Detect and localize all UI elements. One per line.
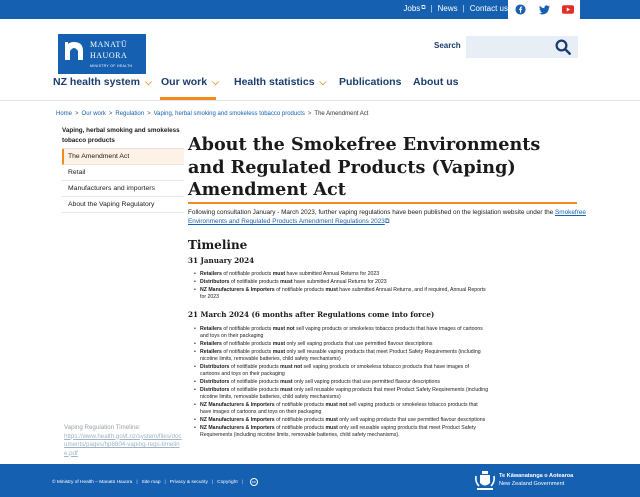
footer-copyright-link[interactable]: Copyright (217, 479, 238, 485)
list-item: • NZ Manufacturers & Importers of notifiable products must only sell reusable vaping products that meet Product Safety Requirements (including nicotine limits, removable batteries, child safety mechanisms). (200, 425, 490, 440)
breadcrumb-home[interactable]: Home (56, 111, 73, 117)
list-item: • Retailers of notifiable products must only sell vaping products that use permitted flavour descriptions (200, 341, 490, 348)
section-sidebar (62, 124, 184, 213)
logo-line1: MANATŪ (90, 40, 128, 49)
breadcrumb-vaping[interactable]: Vaping, herbal smoking and smokeless tobacco products (153, 111, 305, 117)
breadcrumb-separator: > (147, 111, 151, 117)
external-link-icon: ⧉ (421, 5, 426, 11)
youtube-link[interactable] (556, 0, 580, 19)
main-nav (0, 71, 640, 101)
footer-links (52, 478, 258, 486)
breadcrumb-regulation[interactable]: Regulation (115, 111, 145, 117)
active-nav-indicator (160, 97, 216, 100)
separator: | (211, 479, 214, 485)
ministry-logo[interactable] (58, 34, 146, 74)
chevron-down-icon: ⌵ (144, 76, 152, 87)
sidebar-heading[interactable]: Vaping, herbal smoking and smokeless tobacco products (62, 124, 184, 149)
logo-line3: MINISTRY OF HEALTH (90, 64, 133, 68)
nz-government-crest-icon (474, 468, 496, 493)
timeline-list-1 (200, 271, 490, 302)
utility-links (403, 4, 508, 13)
chevron-down-icon: ⌵ (212, 76, 219, 87)
breadcrumb-separator: > (108, 111, 113, 117)
govt-line-english: New Zealand Government (499, 481, 565, 487)
separator: | (136, 479, 138, 485)
breadcrumb-our-work[interactable]: Our work (81, 111, 106, 117)
separator: | (241, 479, 243, 485)
timeline-list-2 (200, 326, 490, 440)
main-content (188, 134, 580, 202)
timeline-note-title: Vaping Regulation Timeline: (64, 424, 141, 431)
news-link[interactable]: News (437, 4, 458, 13)
intro-paragraph (188, 208, 588, 226)
title-divider (188, 202, 577, 204)
nav-label: About us (413, 76, 459, 88)
list-item: • Retailers of notifiable products must have submitted Annual Returns for 2023 (200, 271, 490, 278)
regulations-link[interactable]: Smokefree Environments and Regulated Products Amendment Regulations 2023 (188, 209, 586, 225)
list-item: • NZ Manufacturers & Importers of notifiable products must not sell vaping products or smokeless tobacco products that have images of cartoons and toys on their packaging (200, 402, 490, 417)
timeline-heading: Timeline (188, 238, 248, 252)
sidebar-item-manufacturers[interactable]: Manufacturers and importers (62, 181, 184, 197)
twitter-icon (539, 5, 550, 15)
list-item: • NZ Manufacturers & Importers of notifiable products must have submitted Annual Returns, and if required, Annual Reports for 2023 (200, 287, 490, 302)
external-link-icon: ⧉ (384, 218, 390, 225)
nav-label: Publications (339, 76, 402, 88)
breadcrumb-separator: > (75, 111, 79, 117)
list-item: • Retailers of notifiable products must not sell vaping products or smokeless tobacco products that have images of cartoons and toys on their packaging (200, 326, 490, 341)
breadcrumb-separator: > (307, 111, 312, 117)
contact-link[interactable]: Contact us (469, 4, 508, 13)
nav-our-work[interactable] (161, 76, 219, 88)
sidebar-item-amendment-act[interactable]: The Amendment Act (62, 149, 184, 165)
list-item: • Retailers of notifiable products must only sell reusable vaping products that meet Product Safety Requirements (including nicotine limits, removable batteries, child safety mechanisms) (200, 349, 490, 364)
utility-bar (0, 0, 640, 19)
youtube-icon (562, 5, 574, 14)
nav-health-statistics[interactable] (234, 76, 326, 88)
chevron-down-icon: ⌵ (319, 76, 327, 87)
breadcrumb (56, 111, 368, 117)
nav-label: Health statistics (234, 76, 315, 88)
footer-site-map-link[interactable]: Site map (141, 479, 161, 485)
list-item: • Distributors of notifiable products must only sell vaping products that use permitted flavour descriptions (200, 379, 490, 386)
sidebar-item-about-regulatory[interactable]: About the Vaping Regulatory (62, 197, 184, 213)
timeline-pdf-link[interactable]: https://www.health.govt.nz/system/files/documents/pages/hp8804-vaping-regs-timeline.pdf (64, 432, 182, 457)
logo-line2: HAUORA (90, 51, 128, 60)
site-header (0, 19, 640, 71)
sidebar-item-retail[interactable]: Retail (62, 165, 184, 181)
nav-about-us[interactable] (413, 76, 459, 88)
breadcrumb-current: The Amendment Act (314, 111, 369, 117)
list-item: • Distributors of notifiable products must only sell reusable vaping products that meet Product Safety Requirements (including nicotine limits, removable batteries, child safety mechanisms) (200, 387, 490, 402)
intro-text: Following consultation January - March 2023, further vaping regulations have been published on the legislation website under the (188, 209, 555, 216)
creative-commons-icon[interactable]: cc (251, 479, 256, 484)
facebook-link[interactable] (508, 0, 532, 19)
nav-nz-health-system[interactable] (53, 76, 152, 88)
copyright-text: © Ministry of Health – Manatū Hauora (52, 479, 133, 485)
twitter-link[interactable] (532, 0, 556, 19)
regulation-timeline-note (64, 424, 184, 458)
date-heading-1: 31 January 2024 (188, 256, 255, 265)
nav-label: NZ health system (53, 76, 140, 88)
footer-privacy-link[interactable]: Privacy & security (169, 479, 208, 485)
nav-publications[interactable] (339, 76, 401, 88)
separator: | (430, 4, 433, 13)
search-label: Search (434, 41, 461, 50)
separator: | (164, 479, 166, 485)
list-item: • Distributors of notifiable products must have submitted Annual Returns for 2023 (200, 279, 490, 286)
facebook-icon (515, 4, 526, 15)
jobs-link[interactable]: Jobs (403, 4, 421, 13)
page-title: About the Smokefree Environments and Regulated Products (Vaping) Amendment Act (188, 134, 541, 200)
nav-label: Our work (161, 76, 208, 88)
list-item: • Distributors of notifiable products must not sell vaping products or smokeless tobacco products that have images of cartoons and toys on their packaging (200, 364, 490, 379)
search-icon (554, 38, 572, 56)
date-heading-2: 21 March 2024 (6 months after Regulations come into force) (188, 310, 435, 319)
logo-mark-icon (62, 39, 86, 63)
search-button[interactable] (554, 38, 574, 56)
govt-line-maori: Te Kāwanatanga o Aotearoa (499, 473, 574, 479)
site-footer (0, 464, 640, 497)
separator: | (462, 4, 465, 13)
list-item: • NZ Manufacturers & Importers of notifiable products must only sell vaping products that use permitted flavour descriptions (200, 417, 490, 424)
